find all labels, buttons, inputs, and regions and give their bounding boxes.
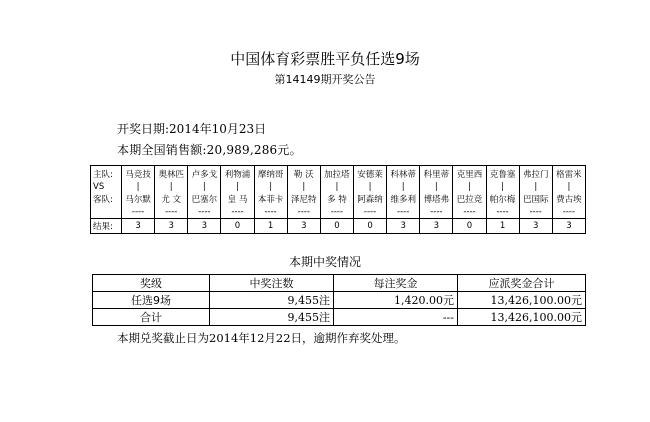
prize-level: 任选9场: [93, 292, 210, 309]
match-result: 3: [188, 219, 221, 234]
dash-mark: ----: [552, 206, 585, 219]
away-team: 费古埃: [552, 192, 585, 206]
sales-value: 20,989,286元。: [206, 143, 302, 157]
away-team: 巴国际: [519, 192, 552, 206]
away-team-row: [91, 192, 586, 206]
home-team: 弗拉门: [519, 166, 552, 182]
dash-mark: ----: [353, 206, 386, 219]
draw-date-line: [117, 120, 266, 137]
match-result: 3: [519, 219, 552, 234]
away-team: 博塔弗: [420, 192, 453, 206]
claim-deadline-note: 本期兑奖截止日为2014年12月22日，逾期作弃奖处理。: [117, 331, 406, 345]
vs-separator: |: [353, 181, 386, 192]
dash-mark: ----: [221, 206, 254, 219]
prize-per-bet: 1,420.00元: [334, 292, 458, 309]
prize-header-cell: 奖级: [93, 275, 210, 292]
home-team: 卢多戈: [188, 166, 221, 182]
dash-mark: ----: [420, 206, 453, 219]
vs-separator: |: [453, 181, 486, 192]
dash-mark: ----: [486, 206, 519, 219]
prize-header-cell: 应派奖金合计: [458, 275, 586, 292]
announcement-subtitle: 第14149期开奖公告: [274, 73, 376, 86]
dash-mark: ----: [320, 206, 353, 219]
home-team: 安德莱: [353, 166, 386, 182]
prize-row: [93, 292, 586, 309]
vs-separator: |: [122, 181, 155, 192]
dash-mark: ----: [453, 206, 486, 219]
home-team: 利物浦: [221, 166, 254, 182]
vs-separator: |: [155, 181, 188, 192]
match-results-table: [90, 165, 586, 234]
dash-mark: ----: [155, 206, 188, 219]
vs-separator: |: [519, 181, 552, 192]
vs-separator: |: [320, 181, 353, 192]
vs-separator: |: [221, 181, 254, 192]
dash-mark: ----: [287, 206, 320, 219]
away-team: 泽尼特: [287, 192, 320, 206]
match-result: 0: [320, 219, 353, 234]
vs-separator: |: [254, 181, 287, 192]
result-label: 结果:: [91, 219, 122, 234]
home-team: 勒 沃: [287, 166, 320, 182]
sales-line: [117, 141, 302, 158]
home-team: 克鲁塞: [486, 166, 519, 182]
away-team: 维多利: [387, 192, 420, 206]
match-result: 3: [387, 219, 420, 234]
result-row: [91, 219, 586, 234]
dash-mark: ----: [122, 206, 155, 219]
match-result: 1: [486, 219, 519, 234]
away-team: 巴拉竞: [453, 192, 486, 206]
prize-table: [92, 274, 586, 326]
dash-mark: ----: [387, 206, 420, 219]
prize-total: 13,426,100.00元: [458, 292, 586, 309]
prize-per-bet: ---: [334, 309, 458, 326]
prize-header-cell: 中奖注数: [210, 275, 334, 292]
draw-date-label: 开奖日期:: [117, 122, 170, 136]
vs-separator: |: [552, 181, 585, 192]
match-result: 3: [287, 219, 320, 234]
prize-count: 9,455注: [210, 309, 334, 326]
away-team: 本菲卡: [254, 192, 287, 206]
dash-mark: ----: [188, 206, 221, 219]
match-result: 0: [221, 219, 254, 234]
home-team: 格雷米: [552, 166, 585, 182]
vs-separator: |: [387, 181, 420, 192]
home-label: 主队:: [91, 166, 122, 182]
home-team: 科林蒂: [387, 166, 420, 182]
away-team: 皇 马: [221, 192, 254, 206]
vs-separator: |: [486, 181, 519, 192]
dash-label-cell: [91, 206, 122, 219]
sales-label: 本期全国销售额:: [117, 143, 207, 157]
prize-header-row: [93, 275, 586, 292]
home-team: 科里蒂: [420, 166, 453, 182]
away-team: 帕尔梅: [486, 192, 519, 206]
away-team: 尤 文: [155, 192, 188, 206]
dash-row: [91, 206, 586, 219]
vs-separator: |: [287, 181, 320, 192]
dash-mark: ----: [254, 206, 287, 219]
match-result: 3: [155, 219, 188, 234]
draw-date-value: 2014年10月23日: [169, 122, 267, 136]
prize-section-title: 本期中奖情况: [288, 255, 361, 269]
home-team: 奥林匹: [155, 166, 188, 182]
prize-total: 13,426,100.00元: [458, 309, 586, 326]
dash-mark: ----: [519, 206, 552, 219]
away-team: 多 特: [320, 192, 353, 206]
match-result: 1: [254, 219, 287, 234]
away-team: 马尔默: [122, 192, 155, 206]
prize-level: 合计: [93, 309, 210, 326]
match-result: 3: [122, 219, 155, 234]
prize-count: 9,455注: [210, 292, 334, 309]
vs-separator: |: [188, 181, 221, 192]
vs-row: [91, 181, 586, 192]
prize-row: [93, 309, 586, 326]
match-result: 0: [453, 219, 486, 234]
home-team: 马竞技: [122, 166, 155, 182]
home-team-row: [91, 166, 586, 182]
home-team: 克里西: [453, 166, 486, 182]
home-team: 加拉塔: [320, 166, 353, 182]
away-team: 阿森纳: [353, 192, 386, 206]
match-result: 3: [420, 219, 453, 234]
match-result: 0: [353, 219, 386, 234]
home-team: 摩纳哥: [254, 166, 287, 182]
away-team: 巴塞尔: [188, 192, 221, 206]
prize-header-cell: 每注奖金: [334, 275, 458, 292]
announcement-title: 中国体育彩票胜平负任选9场: [230, 50, 420, 68]
vs-label: VS: [91, 181, 122, 192]
match-result: 3: [552, 219, 585, 234]
away-label: 客队:: [91, 192, 122, 206]
vs-separator: |: [420, 181, 453, 192]
